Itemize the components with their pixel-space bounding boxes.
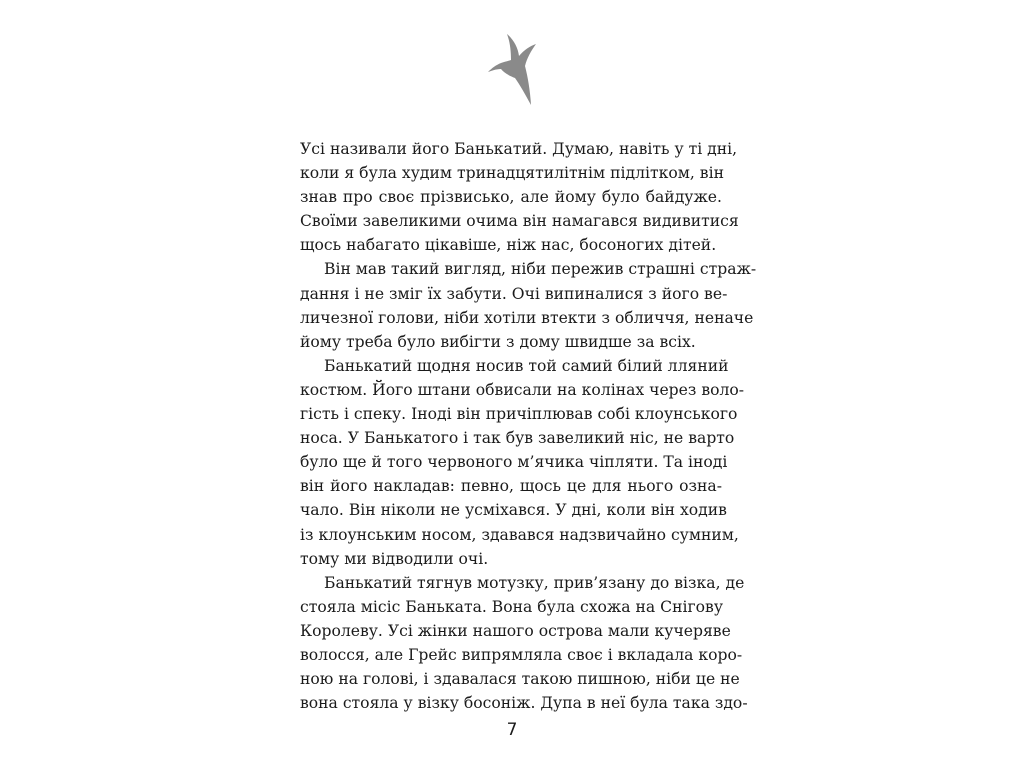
text-line: тому ми відводили очі. [300, 549, 489, 568]
paragraph [300, 257, 757, 353]
text-line: Своїми завеликими очима він намагався видивитися [300, 212, 739, 231]
page-number: 7 [506, 720, 518, 740]
text-line: чало. Він ніколи не усміхався. У дні, коли він ходив [300, 501, 727, 520]
text-line: із клоунським носом, здавався надзвичайно сумним, [300, 525, 739, 544]
body-text [300, 137, 757, 715]
text-line: костюм. Його штани обвисали на колінах через воло- [300, 380, 745, 399]
text-line: Банькатий щодня носив той самий білий лляний [324, 356, 729, 375]
text-line: він його накладав: певно, щось це для нього озна- [300, 477, 722, 496]
paragraph [300, 137, 739, 257]
text-line: знав про своє прізвисько, але йому було байдуже. [300, 188, 722, 207]
text-line: ною на голові, і здавалася такою пишною, ніби це не [300, 670, 740, 689]
text-line: Королеву. Усі жінки нашого острова мали кучеряве [300, 621, 731, 640]
text-line: носа. У Банькатого і так був завеликий ніс, не варто [300, 429, 735, 448]
paragraph [300, 354, 745, 571]
text-line: стояла місіс Банькатa. Вона була схожа на Снігову [300, 597, 723, 616]
text-line: вона стояла у візку босоніж. Дупа в неї була така здо- [300, 694, 748, 713]
bird-icon [484, 26, 540, 108]
text-line: волосся, але Грейс випрямляла своє і вкладала коро- [300, 645, 743, 664]
text-line: дання і не зміг їх забути. Очі випиналися з його ве- [300, 284, 728, 303]
text-line: коли я була худим тринадцятилітнім підлітком, він [300, 164, 724, 183]
text-line: йому треба було вибігти з дому швидше за всіх. [300, 332, 696, 351]
text-line: було ще й того червоного м’ячика чіпляти. Та іноді [300, 453, 728, 472]
text-line: Він мав такий вигляд, ніби пережив страшні страж- [324, 260, 757, 279]
text-line: гість і спеку. Іноді він причіплював собі клоунського [300, 405, 738, 424]
text-line: Усі називали його Банькатий. Думаю, навіть у ті дні, [300, 140, 738, 158]
text-line: Банькатий тягнув мотузку, прив’язану до візка, де [324, 573, 745, 592]
text-line: щось набагато цікавіше, ніж нас, босоногих дітей. [300, 236, 717, 255]
text-line: личезної голови, ніби хотіли втекти з обличчя, неначе [300, 308, 754, 327]
paragraph [300, 571, 748, 716]
